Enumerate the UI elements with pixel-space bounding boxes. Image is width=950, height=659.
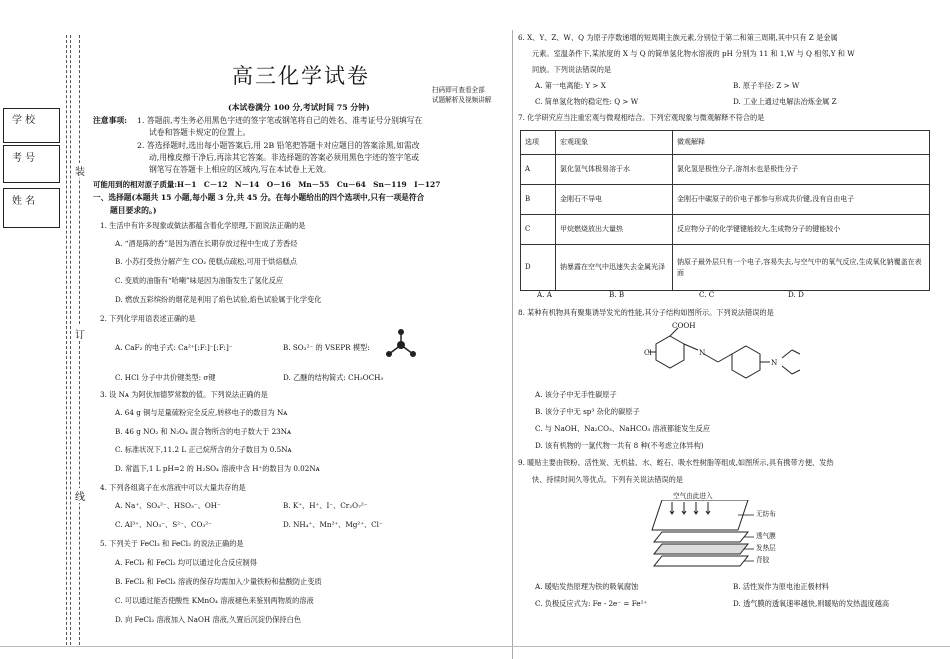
q8-option-d: D. 该有机物的一氯代物一共有 8 种(不考虑立体异构) [535, 441, 704, 450]
q3-option-c: C. 标准状况下,11.2 L 正己烷所含的分子数目为 0.5Nᴀ [115, 445, 292, 454]
q2-option-d: D. 乙醚的结构简式: CH₃OCH₃ [283, 373, 384, 382]
q1-option-c: C. 变质的油脂有“哈喇”味是因为油脂发生了氢化反应 [115, 276, 284, 285]
q4-option-b: B. K⁺、H⁺、I⁻、Cr₂O₇²⁻ [283, 501, 368, 510]
q7-row-a-option: A [521, 155, 556, 185]
binding-mark-ding: 订 [75, 326, 85, 341]
q5-option-b: B. FeCl₂ 和 FeCl₃ 溶液的保存均需加入少量铁粉和盐酸防止变质 [115, 577, 322, 586]
table-row [521, 185, 930, 215]
q8-label-n1: N [699, 348, 706, 357]
q9-option-d: D. 透气膜的透氧速率越快,则暖贴的发热温度越高 [733, 599, 890, 608]
q7-row-b-option: B [521, 185, 556, 215]
binding-strip [0, 0, 95, 659]
q7-row-d-micro: 钠原子最外层只有一个电子,容易失去,与空气中的氧气反应,生成氧化钠覆盖在表面 [673, 245, 930, 291]
q6-option-d: D. 工业上通过电解法冶炼金属 Z [733, 97, 837, 106]
q9-fig-label-3: 发热层 [756, 544, 776, 552]
q7-header-micro: 微观解释 [673, 131, 930, 155]
atomic-masses: 可能用到的相对原子质量:H－1 C－12 N－14 O－16 Mn－55 Cu－64 Sn－119 I－127 [93, 180, 441, 189]
q6-stem-1: 6. X、Y、Z、W、Q 为原子序数递增的短周期主族元素,分别位于第二和第三周期,其中只有 Z 是金属 [518, 33, 838, 42]
notes-label: 注意事项: [93, 116, 128, 125]
q5-option-c: C. 可以通过能否使酸性 KMnO₄ 溶液褪色来鉴别两物质的溶液 [115, 596, 314, 605]
table-row [521, 245, 930, 291]
exam-title: 高三化学试卷 [232, 64, 370, 88]
q4-option-d: D. NH₄⁺、Mn²⁺、Mg²⁺、Cl⁻ [283, 520, 383, 529]
q8-stem: 8. 某种有机物具有聚集诱导发光的性能,其分子结构如图所示。下列说法错误的是 [518, 308, 774, 317]
binding-mark-zhuang: 装 [75, 163, 85, 178]
q7-row-c-macro: 甲烷燃烧放出大量热 [556, 215, 673, 245]
q6-option-c: C. 简单氢化物的稳定性: Q > W [535, 97, 639, 106]
q2-option-a: A. CaF₂ 的电子式: Ca²⁺[:F:]⁻[:F:]⁻ [115, 343, 233, 352]
q5-option-a: A. FeCl₃ 和 FeCl₂ 均可以通过化合反应制得 [115, 558, 257, 567]
q1-stem: 1. 生活中有许多现象或做法都蕴含着化学原理,下面说法正确的是 [100, 221, 306, 230]
q7-row-b-micro: 金刚石中碳原子的价电子都参与形成共价键,没有自由电子 [673, 185, 930, 215]
q9-option-c: C. 负极反应式为: Fe - 2e⁻ = Fe²⁺ [535, 599, 648, 608]
q2-stem: 2. 下列化学用语表述正确的是 [100, 314, 196, 323]
q7-row-b-macro: 金刚石不导电 [556, 185, 673, 215]
q3-option-a: A. 64 g 铜与足量硫粉完全反应,转移电子的数目为 Nᴀ [115, 408, 288, 417]
q9-stem-2: 快、持续时间久等优点。下列有关说法错误的是 [532, 475, 683, 484]
q8-label-cl: Cl [644, 348, 652, 357]
q9-fig-label-2: 透气膜 [756, 532, 776, 540]
q5-stem: 5. 下列关于 FeCl₃ 和 FeCl₂ 的说法正确的是 [100, 539, 244, 548]
q4-option-c: C. Al³⁺、NO₃⁻、S²⁻、CO₃²⁻ [115, 520, 212, 529]
q7-table [520, 130, 930, 291]
q5-option-d: D. 向 FeCl₂ 溶液加入 NaOH 溶液,久置后沉淀仍保持白色 [115, 615, 301, 624]
q7-header-macro: 宏观现象 [556, 131, 673, 155]
q8-label-n2: N [771, 358, 778, 367]
q4-option-a: A. Na⁺、SO₄²⁻、HSO₃⁻、OH⁻ [115, 501, 221, 510]
notes-item2-a: 2. 答选择题时,选出每小题答案后,用 2B 铅笔把答题卡对应题目的答案涂黑,如需改 [137, 141, 420, 150]
q8-molecule-figure [640, 322, 840, 382]
q7-table-header [521, 131, 930, 155]
exam-number-field [3, 145, 60, 183]
q7-row-c-option: C [521, 215, 556, 245]
table-row [521, 215, 930, 245]
q4-stem: 4. 下列各组离子在水溶液中可以大量共存的是 [100, 483, 246, 492]
q7-row-a-macro: 氯化氢气体极易溶于水 [556, 155, 673, 185]
q9-fig-label-4: 背胶 [756, 556, 770, 564]
q3-option-b: B. 46 g NO₂ 和 N₂O₄ 混合物所含的电子数大于 23Nᴀ [115, 427, 292, 436]
notes-item1-a: 1. 答题前,考生务必用黑色字迹的签字笔或钢笔将自己的姓名、准考证号分别填写在 [137, 116, 423, 125]
bottom-line [0, 646, 950, 647]
q7-row-c-micro: 反应物分子的化学键键能较大,生成物分子的键能较小 [673, 215, 930, 245]
q9-warmer-figure [650, 500, 760, 575]
q9-fig-top-label: 空气由此进入 [673, 492, 713, 500]
notes-item2-c: 钢笔写在答题卡上相应的区域内,写在本试卷上无效。 [149, 165, 331, 174]
q9-option-b: B. 活性炭作为原电池正极材料 [733, 582, 830, 591]
column-divider [512, 30, 513, 659]
name-field [3, 188, 60, 228]
q7-stem: 7. 化学研究应当注重宏观与微观相结合。下列宏观现象与微观解释不符合的是 [518, 113, 765, 122]
q3-option-d: D. 常温下,1 L pH=2 的 H₂SO₄ 溶液中含 H⁺的数目为 0.02Nᴀ [115, 464, 320, 473]
q7-row-d-macro: 钠暴露在空气中迅速失去金属光泽 [556, 245, 673, 291]
q2-option-b: B. SO₃²⁻ 的 VSEPR 模型: [283, 343, 370, 352]
table-row [521, 155, 930, 185]
name-label: 姓 名 [12, 196, 36, 207]
q7-option-a: A. A [537, 290, 552, 299]
exam-subtitle: (本试卷满分 100 分,考试时间 75 分钟) [228, 103, 370, 112]
school-field [3, 108, 60, 143]
q6-stem-3: 同族。下列说法错误的是 [532, 65, 612, 74]
section1-line1: 一、选择题(本题共 15 小题,每小题 3 分,共 45 分。在每小题给出的四个选项中,只有一项是符合 [93, 193, 425, 202]
binding-line-2 [70, 35, 71, 645]
q1-option-d: D. 燃放五彩缤纷的烟花是利用了焰色试验,焰色试验属于化学变化 [115, 295, 322, 304]
q8-option-c: C. 与 NaOH、Na₂CO₃、NaHCO₃ 溶液都能发生反应 [535, 424, 711, 433]
binding-mark-xian: 线 [75, 488, 85, 503]
exam-number-label: 考 号 [12, 153, 36, 164]
q9-fig-label-1: 无纺布 [756, 510, 776, 518]
qr-note-2: 试题解析及视频讲解 [432, 96, 492, 104]
q6-option-a: A. 第一电离能: Y > X [535, 81, 606, 90]
qr-note-1: 扫码即可查看全部 [432, 86, 485, 94]
q2-option-c: C. HCl 分子中共价键类型: σ键 [115, 373, 216, 382]
q7-option-c: C. C [699, 290, 715, 299]
q8-label-cooh: COOH [672, 321, 696, 330]
q9-option-a: A. 暖贴发热原理为铁的吸氧腐蚀 [535, 582, 639, 591]
q6-option-b: B. 原子半径: Z > W [733, 81, 800, 90]
q7-row-a-micro: 氯化氢是极性分子,溶剂水也是极性分子 [673, 155, 930, 185]
q6-stem-2: 元素。室温条件下,某浓度的 X 与 Q 的简单氢化物水溶液的 pH 分别为 11 和 1,W 与 Q 相邻,Y 和 W [532, 49, 855, 58]
q8-option-a: A. 该分子中无手性碳原子 [535, 390, 617, 399]
q7-header-option: 选项 [521, 131, 556, 155]
q1-option-a: A. “酒是陈的香”是因为酒在长期存放过程中生成了芳香烃 [115, 239, 298, 248]
binding-line-1 [66, 35, 67, 645]
q7-row-d-option: D [521, 245, 556, 291]
vsepr-model-figure [380, 328, 422, 360]
q7-option-b: B. B [609, 290, 625, 299]
q8-option-b: B. 该分子中无 sp³ 杂化的碳原子 [535, 407, 640, 416]
notes-item2-b: 动,用橡皮擦干净后,再涂其它答案。非选择题的答案必须用黑色字迹的签字笔或 [149, 153, 420, 162]
q3-stem: 3. 设 Nᴀ 为阿伏加德罗常数的值。下列说法正确的是 [100, 390, 268, 399]
q1-option-b: B. 小苏打受热分解产生 CO₂ 使糕点疏松,可用于烘焙糕点 [115, 257, 297, 266]
q7-option-d: D. D [788, 290, 804, 299]
school-label: 学 校 [12, 115, 36, 126]
q9-stem-1: 9. 暖贴主要由铁粉、活性炭、无机盐、水、蛭石、吸水性树脂等组成,如图所示,具有携带方便、发热 [518, 458, 834, 467]
section1-line2: 题目要求的。) [110, 206, 157, 215]
notes-item1-b: 试卷和答题卡规定的位置上。 [149, 128, 251, 137]
